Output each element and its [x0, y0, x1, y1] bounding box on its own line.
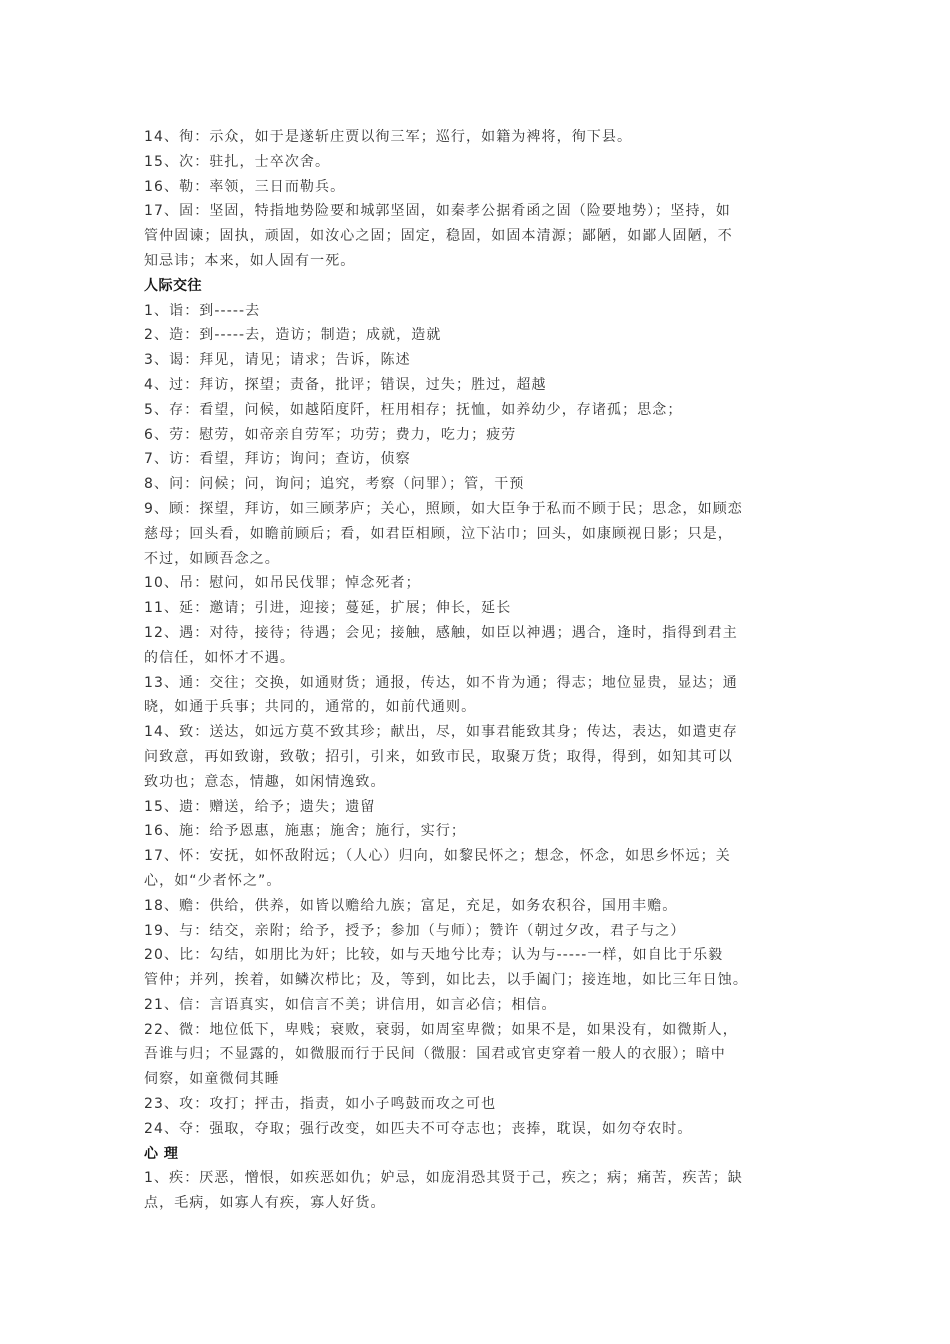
text-line: 心，如“少者怀之”。	[144, 872, 282, 889]
text-line: 点，毛病，如寡人有疾，寡人好货。	[144, 1195, 386, 1212]
text-line: 1、疾：厌恶，憎恨，如疾恶如仇；妒忌，如庞涓恐其贤于己，疾之；病；痛苦，疾苦；缺	[144, 1170, 743, 1187]
text-line: 的信任，如怀才不遇。	[144, 649, 295, 666]
text-line: 知忌讳；本来，如人固有一死。	[144, 252, 356, 269]
text-line: 17、固：坚固，特指地势险要和城郭坚固，如秦孝公据肴函之固（险要地势）；坚持，如	[144, 203, 731, 220]
text-line: 8、问：问候；问，询问；追究，考察（问罪）；管，干预	[144, 476, 525, 493]
text-line: 不过，如顾吾念之。	[144, 550, 280, 567]
text-line: 致功也；意态，情趣，如闲情逸致。	[144, 773, 386, 790]
text-line: 慈母；回头看，如瞻前顾后；看，如君臣相顾，泣下沾巾；回头，如康顾视日影；只是，	[144, 525, 733, 542]
text-line: 管仲固谏；固执，顽固，如汝心之固；固定，稳固，如固本清源；鄙陋，如鄙人固陋，不	[144, 228, 733, 245]
text-line: 6、劳：慰劳，如帝亲自劳军；功劳；费力，吃力；疲劳	[144, 426, 517, 443]
text-line: 2、造：到-----去，造访；制造；成就，造就	[144, 327, 442, 344]
text-line: 20、比：勾结，如朋比为奸；比较，如与天地兮比寿；认为与-----一样，如自比于乐毅	[144, 947, 724, 964]
text-line: 1、诣：到-----去	[144, 302, 261, 319]
text-line: 11、延：邀请；引进，迎接；蔓延，扩展；伸长，延长	[144, 600, 512, 617]
text-line: 15、遗：赠送，给予；遗失；遗留	[144, 798, 376, 815]
text-line: 14、致：送达，如远方莫不致其珍；献出，尽，如事君能致其身；传达，表达，如遣吏存	[144, 724, 738, 741]
text-line: 管仲；并列，挨着，如鳞次栉比；及，等到，如比去，以手阖门；接连地，如比三年日蚀。	[144, 972, 748, 989]
text-line: 16、勒：率领，三日而勒兵。	[144, 178, 346, 195]
text-line: 24、夺：强取，夺取；强行改变，如匹夫不可夺志也；丧捧，耽误，如勿夺农时。	[144, 1120, 693, 1137]
text-line: 晓，如通于兵事；共同的，通常的，如前代通则。	[144, 699, 477, 716]
text-line: 15、次：驻扎，士卒次舍。	[144, 153, 331, 170]
text-line: 19、与：结交，亲附；给予，授予；参加（与师）；赞许（朝过夕改，君子与之）	[144, 922, 686, 939]
text-line: 7、访：看望，拜访；询问；查访，侦察	[144, 451, 411, 468]
text-line: 14、徇：示众，如于是遂斩庄贾以徇三军；巡行，如籍为裨将，徇下县。	[144, 129, 633, 145]
document-body	[144, 125, 809, 1216]
text-line: 13、通：交往；交换，如通财货；通报，传达，如不肯为通；得志；地位显贵，显达；通	[144, 674, 738, 691]
text-line: 21、信：言语真实，如信言不美；讲信用，如言必信；相信。	[144, 996, 557, 1013]
text-line: 12、遇：对待，接待；待遇；会见；接触，感触，如臣以神遇；遇合，逢时，指得到君主	[144, 624, 738, 641]
text-line: 10、吊：慰问，如吊民伐罪；悼念死者；	[144, 575, 421, 592]
text-line: 伺察，如童微伺其睡	[144, 1071, 280, 1088]
text-line: 23、攻：攻打；抨击，指责，如小子鸣鼓而攻之可也	[144, 1096, 497, 1113]
text-line: 问致意，再如致谢，致敬；招引，引来，如致市民，取聚万货；取得，得到，如知其可以	[144, 748, 733, 765]
text-line: 5、存：看望，问候，如越陌度阡，枉用相存；抚恤，如养幼少，存诸孤；思念；	[144, 401, 683, 418]
section-heading: 心 理	[144, 1145, 179, 1162]
text-line: 9、顾：探望，拜访，如三顾茅庐；关心，照顾，如大臣争于私而不顾于民；思念，如顾恋	[144, 500, 743, 517]
text-line: 17、怀：安抚，如怀敌附远；（人心）归向，如黎民怀之；想念，怀念，如思乡怀远；关	[144, 848, 731, 865]
text-line: 3、谒：拜见，请见；请求；告诉，陈述	[144, 352, 411, 369]
text-line: 吾谁与归；不显露的，如微服而行于民间（微服：国君或官吏穿着一般人的衣服）；暗中	[144, 1046, 726, 1063]
text-line: 22、微：地位低下，卑贱；衰败，衰弱，如周室卑微；如果不是，如果没有，如微斯人，	[144, 1021, 738, 1038]
section-heading: 人际交往	[144, 277, 202, 294]
text-line: 4、过：拜访，探望；责备，批评；错误，过失；胜过，超越	[144, 376, 547, 393]
text-line: 16、施：给予恩惠，施惠；施舍；施行，实行；	[144, 823, 467, 840]
text-line: 18、赡：供给，供养，如皆以赡给九族；富足，充足，如务农积谷，国用丰赡。	[144, 897, 678, 914]
